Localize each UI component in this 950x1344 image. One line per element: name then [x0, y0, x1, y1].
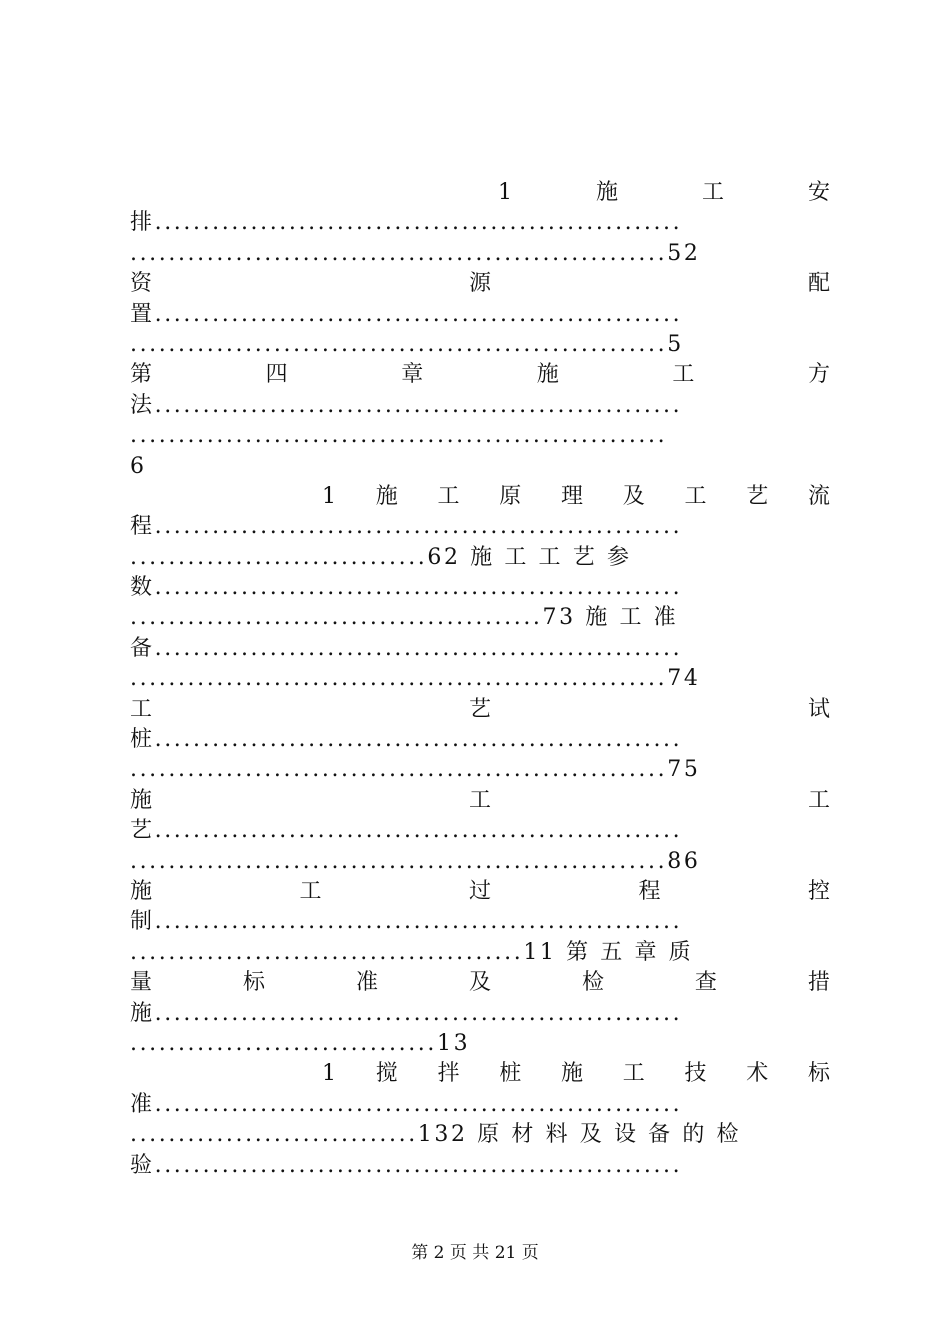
- toc-text: 验.......................................................: [130, 1152, 683, 1178]
- toc-word: 工: [672, 362, 695, 388]
- toc-line: [130, 786, 830, 816]
- toc-word: 流: [807, 483, 830, 509]
- toc-text: ...........................................73 施 工 准: [130, 605, 679, 631]
- toc-line: [130, 421, 830, 451]
- toc-text: 制.......................................................: [130, 909, 683, 935]
- toc-word: 工: [299, 878, 322, 904]
- toc-word: 艺: [468, 696, 491, 722]
- toc-word: 工: [807, 787, 830, 813]
- toc-word: 标: [807, 1061, 830, 1087]
- toc-text: 艺.......................................................: [130, 818, 683, 844]
- toc-word: 施: [560, 1061, 583, 1087]
- toc-line: [130, 239, 830, 269]
- toc-word: 工: [701, 180, 724, 205]
- toc-word: 1: [322, 1061, 336, 1087]
- toc-word: 工: [684, 483, 707, 509]
- toc-text: ........................................................: [130, 423, 668, 449]
- toc-text: ........................................................52: [130, 240, 701, 266]
- toc-word: 工: [622, 1061, 645, 1087]
- toc-word: 资: [130, 271, 153, 297]
- toc-word: 第: [130, 362, 153, 388]
- toc-word: 及: [622, 483, 645, 509]
- toc-line: [130, 1059, 830, 1089]
- toc-line: [130, 391, 830, 421]
- toc-text: ........................................................5: [130, 331, 684, 357]
- toc-word: 1: [322, 483, 336, 509]
- toc-text: 排.......................................................: [130, 210, 683, 236]
- toc-word: 标: [242, 970, 265, 996]
- toc-line: [130, 360, 830, 390]
- toc-word: 施: [130, 878, 153, 904]
- toc-word: 施: [536, 362, 559, 388]
- toc-line: [130, 330, 830, 360]
- toc-word: 施: [595, 180, 618, 205]
- toc-word: 四: [265, 362, 288, 388]
- toc-word: 工: [468, 787, 491, 813]
- toc-word: 施: [130, 787, 153, 813]
- toc-word: 桩: [499, 1061, 522, 1087]
- toc-line: [130, 877, 830, 907]
- toc-word: 查: [694, 970, 717, 996]
- toc-line: [130, 999, 830, 1029]
- toc-line: [130, 907, 830, 937]
- toc-line: [130, 816, 830, 846]
- toc-line: [130, 755, 830, 785]
- toc-word: 及: [468, 970, 491, 996]
- toc-line: [130, 573, 830, 603]
- toc-line: [130, 269, 830, 299]
- toc-word: 拌: [437, 1061, 460, 1087]
- toc-word: 措: [807, 970, 830, 996]
- toc-word: 试: [807, 696, 830, 722]
- toc-text: ..............................132 原 材 料 及 设 备 的 检: [130, 1122, 742, 1148]
- toc-line: [130, 664, 830, 694]
- toc-line: [130, 695, 830, 725]
- toc-word: 章: [401, 362, 424, 388]
- toc-word: 准: [355, 970, 378, 996]
- toc-line: [130, 938, 830, 968]
- toc-word: 搅: [375, 1061, 398, 1087]
- toc-word: 原: [499, 483, 522, 509]
- toc-text: .........................................11 第 五 章 质: [130, 939, 694, 965]
- toc-line: [130, 512, 830, 542]
- toc-line: [130, 847, 830, 877]
- toc-text: ........................................................75: [130, 757, 701, 783]
- toc-text: 6: [130, 453, 144, 479]
- toc-line: [130, 1029, 830, 1059]
- toc-line: [130, 725, 830, 755]
- toc-line: [130, 1120, 830, 1150]
- toc-text: 数.......................................................: [130, 575, 683, 601]
- toc-text: ................................13: [130, 1030, 471, 1056]
- toc-line: [130, 178, 830, 208]
- toc-line: [130, 452, 830, 482]
- toc-word: 1: [498, 180, 512, 205]
- toc-word: 工: [437, 483, 460, 509]
- toc-word: 术: [746, 1061, 769, 1087]
- toc-line: [130, 968, 830, 998]
- toc-word: 技: [684, 1061, 707, 1087]
- toc-text: 法.......................................................: [130, 392, 683, 418]
- toc-word: 量: [130, 970, 153, 996]
- toc-word: 工: [130, 696, 153, 722]
- toc-word: 检: [581, 970, 604, 996]
- toc-line: [130, 543, 830, 573]
- toc-word: 源: [468, 271, 491, 297]
- toc-word: 方: [807, 362, 830, 388]
- toc-word: 施: [375, 483, 398, 509]
- table-of-contents: [130, 178, 830, 1181]
- toc-text: ...............................62 施 工 工 艺 参: [130, 544, 632, 570]
- toc-line: [130, 603, 830, 633]
- toc-line: [130, 300, 830, 330]
- toc-text: 程.......................................................: [130, 514, 683, 540]
- toc-word: 控: [807, 878, 830, 904]
- toc-line: [130, 482, 830, 512]
- toc-line: [130, 1090, 830, 1120]
- toc-word: 理: [560, 483, 583, 509]
- toc-line: [130, 1151, 830, 1181]
- page-footer: 第 2 页 共 21 页: [411, 1243, 539, 1263]
- toc-line: [130, 208, 830, 238]
- toc-text: 施.......................................................: [130, 1000, 683, 1026]
- toc-line: [130, 634, 830, 664]
- toc-word: 艺: [746, 483, 769, 509]
- toc-text: 准.......................................................: [130, 1091, 683, 1117]
- toc-text: ........................................................74: [130, 666, 701, 692]
- toc-word: 安: [807, 180, 830, 205]
- toc-text: ........................................................86: [130, 848, 701, 874]
- toc-text: 桩.......................................................: [130, 727, 683, 753]
- toc-word: 程: [638, 878, 661, 904]
- toc-text: 置.......................................................: [130, 301, 683, 327]
- toc-word: 过: [468, 878, 491, 904]
- toc-word: 配: [807, 271, 830, 297]
- toc-text: 备.......................................................: [130, 635, 683, 661]
